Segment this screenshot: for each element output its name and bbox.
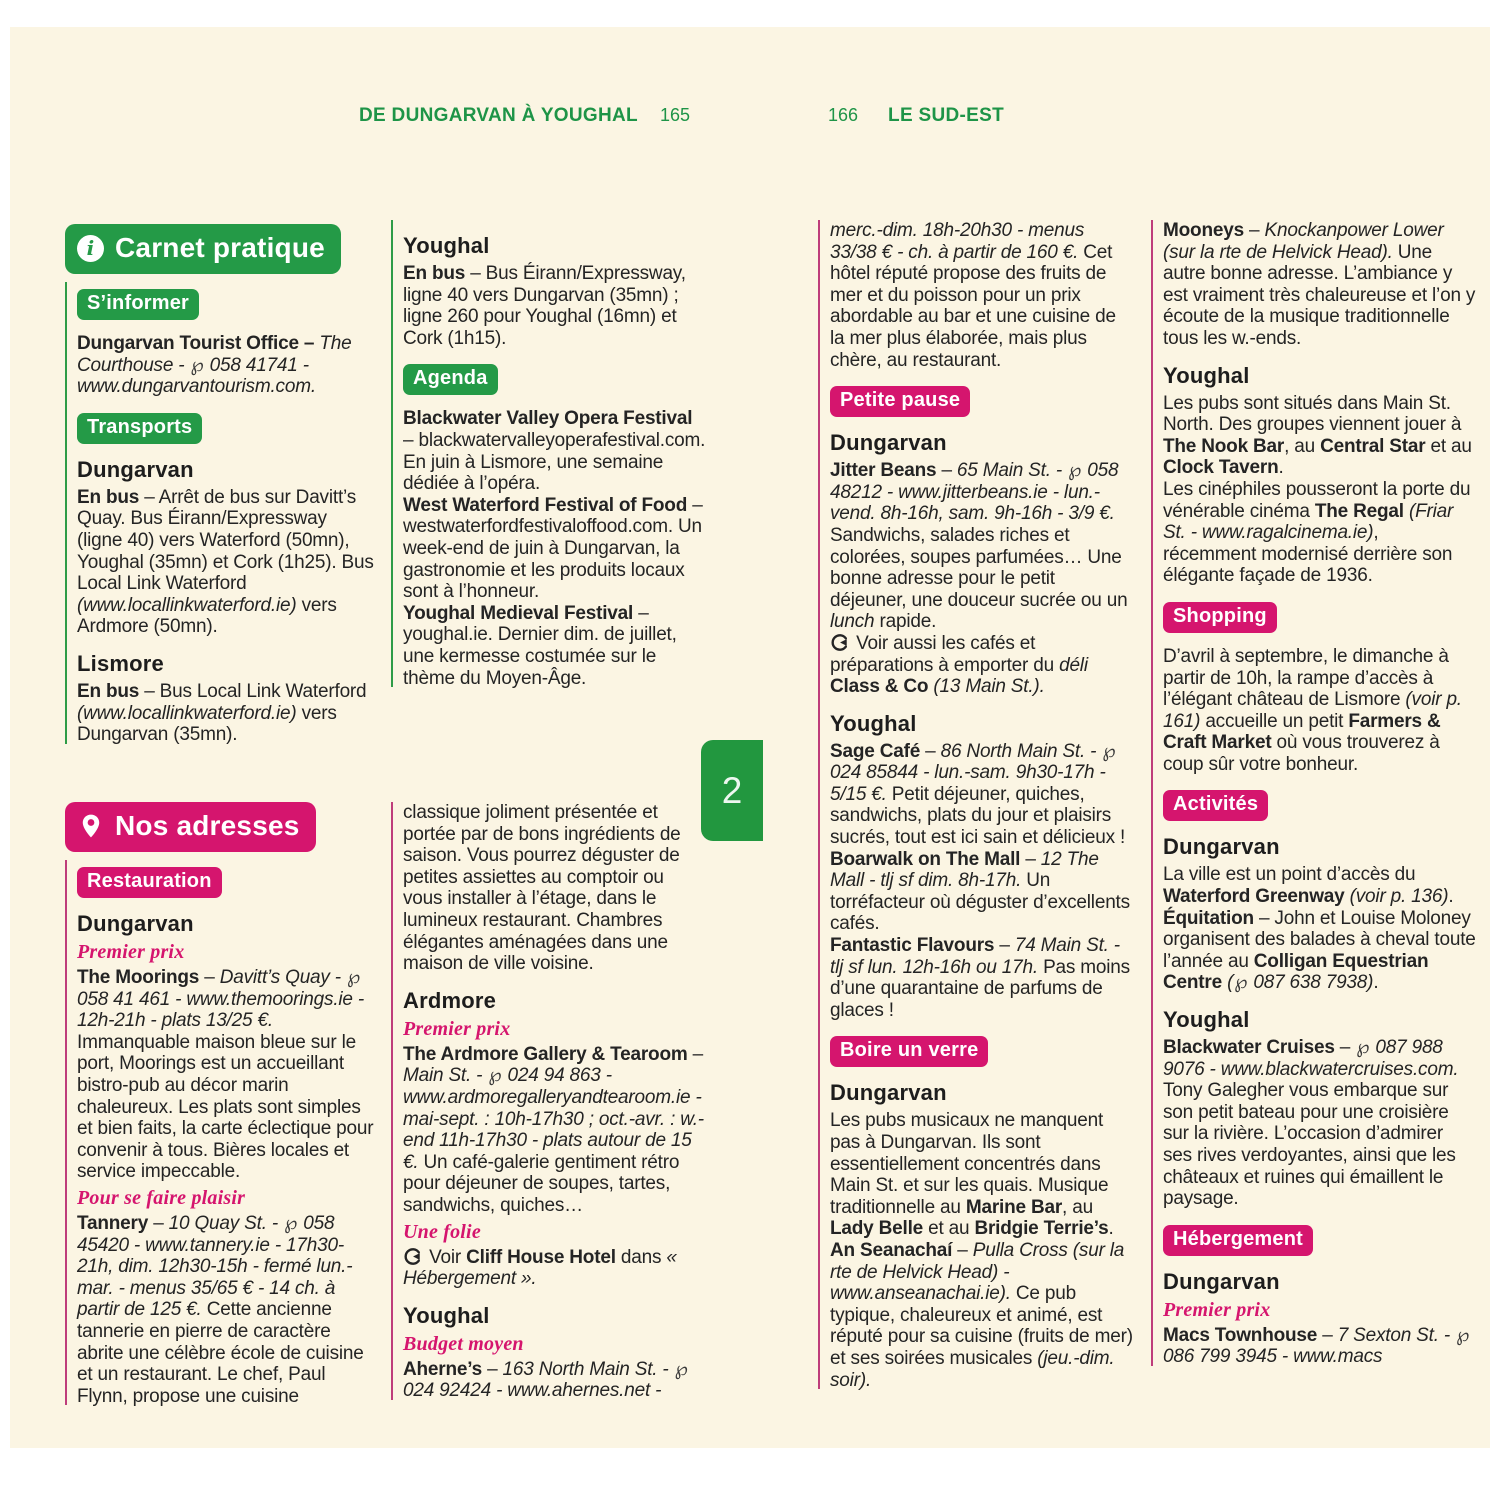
entry-name: Blackwater Cruises <box>1163 1037 1335 1059</box>
entry-name: Farmers & Craft Market <box>1163 710 1441 754</box>
entry-paragraph <box>403 1359 706 1402</box>
phone-icon: ℘ <box>1234 971 1248 994</box>
entry-details: Pulla Cross (sur la rte de Helvick Head) - www.anseanachai.ie). <box>830 1239 1125 1305</box>
entry-paragraph <box>77 333 375 398</box>
entry-text: – Bus Éirann/Expressway, ligne 40 vers Dungarvan (35mn) ; ligne 260 pour Youghal (16mn) et Cork (1h15). <box>403 263 686 349</box>
carnet-pratique-column-1 <box>65 224 375 746</box>
entry-text: – <box>199 967 220 988</box>
entry-details: 65 Main St. - <box>956 460 1068 482</box>
entry-details: Davitt’s Quay - <box>219 967 347 988</box>
phone-icon: ℘ <box>284 1211 298 1234</box>
entry-name: En bus <box>403 263 466 284</box>
entry-text: – youghal.ie. Dernier dim. de juillet, une kermesse costumée sur le thème du Moyen-Âge. <box>403 602 677 689</box>
entry-text: Voir <box>424 1246 467 1268</box>
entry-text: – blackwatervalleyoperafestival.com. En juin à Lismore, une semaine dédiée à l’opéra. <box>403 429 706 495</box>
entry-text: dans <box>615 1246 667 1268</box>
entry-text: Les pubs sont situés dans Main St. North. Des groupes viennent jouer à <box>1163 392 1462 436</box>
entry-text: classique joliment présentée et portée par de bons ingrédients de saison. Vous pourrez déguster de petites assiettes au comptoir ou vous installer à l’étage, dans le lumineux restaurant. Chambres élégantes aménagées dans une maison de ville voisine. <box>403 802 681 975</box>
entry-text: – Bus Local Link Waterford <box>139 680 367 702</box>
city-heading: Dungarvan <box>1163 834 1280 860</box>
entry-details: merc.-dim. 18h-20h30 - menus 33/38 € - ch. à partir de 160 €. <box>830 220 1085 263</box>
entry-name: An Seanachaí <box>830 1239 953 1261</box>
phone-icon: ℘ <box>1456 1323 1470 1346</box>
city-heading: Dungarvan <box>830 430 947 456</box>
entry-paragraph <box>1163 646 1476 776</box>
entry-text: où vous trouverez à coup sûr votre bonheur. <box>1163 732 1440 775</box>
city-heading: Youghal <box>1163 362 1250 388</box>
entry-text: , au <box>1062 1196 1093 1218</box>
entry-text: – <box>1243 220 1265 241</box>
entry-details: (voir p. 136) <box>1349 886 1449 908</box>
entry-details: 058 41741 - www.dungarvantourism.com. <box>77 354 316 398</box>
entry-paragraph <box>403 802 706 975</box>
entry-details: 163 North Main St. - <box>502 1358 674 1380</box>
entry-paragraph <box>77 967 375 1183</box>
info-icon: i <box>77 235 104 262</box>
entry-details: (Friar St. - www.ragalcinema.ie) <box>1163 500 1454 544</box>
city-heading: Dungarvan <box>830 1080 947 1106</box>
running-head-left-title: DE DUNGARVAN À YOUGHAL <box>358 105 638 126</box>
city-heading: Dungarvan <box>77 456 194 482</box>
carnet-pratique-column-2 <box>391 220 706 689</box>
nos-adresses-column-4 <box>1151 220 1476 1368</box>
page-number-left: 165 <box>659 105 690 125</box>
entry-text: – <box>920 740 941 762</box>
entry-text: , récemment modernisé derrière son élégante façade de 1936. <box>1163 522 1453 587</box>
entry-text: et au <box>923 1218 975 1240</box>
entry-text: et au <box>1425 435 1472 457</box>
entry-text: Les pubs musicaux ne manquent pas à Dungarvan. Ils sont essentiellement concentrés dans Main St. et sur les quais. Musique traditionnelle au <box>830 1110 1109 1218</box>
entry-paragraph <box>1163 479 1476 587</box>
entry-name: Cliff House Hotel <box>466 1246 616 1268</box>
entry-name: The Ardmore Gallery & Tearoom <box>403 1043 688 1065</box>
entry-paragraph <box>830 460 1135 633</box>
city-heading: Dungarvan <box>1163 1268 1280 1294</box>
entry-paragraph <box>403 1044 706 1217</box>
price-category-label: Premier prix <box>77 941 185 963</box>
nos-adresses-column-2 <box>391 802 706 1402</box>
section-tag: Petite pause <box>830 386 970 417</box>
city-heading: Ardmore <box>403 987 497 1013</box>
entry-text: – <box>148 1212 169 1234</box>
entry-text: – <box>1317 1324 1338 1346</box>
entry-name: Fantastic Flavours <box>830 935 995 957</box>
section-header-title: Carnet pratique <box>115 232 325 263</box>
phone-icon: ℘ <box>1068 459 1082 482</box>
section-tag: Agenda <box>403 364 498 395</box>
entry-text: Pas moins d’une quarantaine de parfums de glaces ! <box>830 956 1130 1021</box>
entry-details: 12 The Mall - tlj sf dim. 8h-17h. <box>830 848 1099 892</box>
entry-name: Aherne’s <box>403 1358 483 1380</box>
entry-paragraph <box>403 408 706 494</box>
city-heading: Lismore <box>77 650 164 676</box>
entry-name: Blackwater Valley Opera Festival <box>403 408 693 430</box>
entry-text: Un café-galerie gentiment rétro pour déjeuner de soupes, tartes, sandwichs, quiches… <box>403 1151 680 1216</box>
entry-text: Immanquable maison bleue sur le port, Moorings est un accueillant bistro-pub au décor marin chaleureux. Les plats sont simples et bien faits, la carte éclectique pour convenir à tous. Bières locales et service impeccable. <box>77 1031 374 1183</box>
entry-details: 058 41 461 - www.themoorings.ie - 12h-21h - plats 13/25 €. <box>77 988 365 1032</box>
city-heading: Youghal <box>1163 1007 1250 1033</box>
entry-paragraph <box>830 220 1135 371</box>
entry-details: déli <box>1059 654 1088 676</box>
entry-details: (www.locallinkwaterford.ie) <box>77 594 297 616</box>
entry-details: 058 45420 - www.tannery.ie - 17h30-21h, dim. 12h30-15h - fermé lun.-mar. - menus 35/65 € - 14 ch. à partir de 125 €. <box>77 1212 353 1321</box>
entry-name: Clock Tavern <box>1163 457 1279 479</box>
entry-text: Cette ancienne tannerie en pierre de caractère abrite une célèbre école de cuisine et un restaurant. Le chef, Paul Flynn, propose une cuisine <box>77 1299 364 1407</box>
entry-name: Class & Co <box>830 676 929 698</box>
entry-name: The Regal <box>1314 500 1404 522</box>
entry-text: – <box>1020 848 1041 870</box>
entry-name: Dungarvan Tourist Office – <box>77 333 320 354</box>
entry-details: 10 Quay St. - <box>168 1212 284 1234</box>
column-rule <box>1151 220 1153 1366</box>
entry-text: – westwaterfordfestivaloffood.com. Un week-end de juin à Dungarvan, la gastronomie et les produits locaux sont à l’honneur. <box>403 494 703 603</box>
column-rule <box>65 860 67 1405</box>
entry-text: – <box>952 1239 973 1261</box>
phone-icon: ℘ <box>190 353 204 376</box>
section-tag: Transports <box>77 413 202 444</box>
entry-details: Knockanpower Lower (sur la rte de Helvick Head). <box>1163 220 1444 263</box>
entry-paragraph <box>830 849 1135 935</box>
entry-details: 087 988 9076 - www.blackwatercruises.com. <box>1163 1037 1459 1080</box>
entry-text: Voir aussi les cafés et préparations à emporter du <box>830 632 1060 676</box>
entry-paragraph <box>403 603 706 689</box>
entry-name: Colligan Equestrian Centre <box>1163 950 1429 994</box>
entry-details: 024 92424 - www.ahernes.net - <box>403 1380 662 1402</box>
entry-name: Waterford Greenway <box>1163 886 1345 908</box>
entry-details: ( <box>1221 972 1234 994</box>
page-number-right: 166 <box>828 105 859 125</box>
entry-name: Jitter Beans <box>830 460 937 482</box>
phone-icon: ℘ <box>674 1357 688 1380</box>
section-header <box>65 802 316 852</box>
entry-details: « Hébergement ». <box>403 1246 677 1290</box>
entry-text: – <box>687 1043 704 1065</box>
section-tag: Boire un verre <box>830 1036 988 1067</box>
entry-name: En bus <box>77 486 140 508</box>
running-head-right <box>828 105 1004 127</box>
entry-paragraph <box>77 681 375 746</box>
entry-paragraph <box>403 1247 706 1290</box>
section-tag: S’informer <box>77 289 199 320</box>
entry-text: vers Dungarvan (35mn). <box>77 702 337 746</box>
entry-text: . <box>1448 886 1454 908</box>
entry-name: Sage Café <box>830 740 921 762</box>
entry-text: La ville est un point d’accès du <box>1163 864 1416 886</box>
entry-paragraph <box>77 1213 375 1407</box>
entry-paragraph <box>1163 864 1476 994</box>
entry-paragraph <box>830 633 1135 698</box>
city-heading: Youghal <box>830 710 917 736</box>
city-heading: Dungarvan <box>77 911 194 936</box>
entry-paragraph <box>830 1110 1135 1240</box>
entry-details: 86 North Main St. - <box>940 740 1102 762</box>
entry-name: Mooneys <box>1163 220 1244 241</box>
entry-details: 7 Sexton St. - <box>1337 1324 1456 1346</box>
section-tag: Restauration <box>77 867 222 898</box>
entry-name: En bus <box>77 680 140 702</box>
price-category-label: Une folie <box>403 1220 481 1243</box>
section-header-title: Nos adresses <box>115 810 300 841</box>
entry-text: Sandwichs, salades riches et colorées, soupes parfumées… Une bonne adresse pour le petit déjeuner, une douceur sucrée ou un <box>830 524 1128 611</box>
entry-details: 74 Main St. - tlj sf lun. 12h-16h ou 17h. <box>830 935 1120 978</box>
price-category-label: Pour se faire plaisir <box>77 1186 246 1209</box>
entry-text: – Arrêt de bus sur Davitt’s Quay. Bus Éirann/Expressway (ligne 40) vers Waterford (50mn), Youghal (35mn) et Cork (1h25). Bus Local Link Waterford <box>77 486 374 595</box>
entry-details: The Courthouse - <box>77 333 352 376</box>
entry-paragraph <box>1163 393 1476 479</box>
entry-details: (voir p. 161) <box>1163 689 1462 732</box>
column-rule <box>65 282 67 744</box>
entry-name: Marine Bar <box>965 1196 1063 1218</box>
entry-text: – John et Louise Moloney organisent des balades à cheval toute l’année au <box>1163 907 1476 972</box>
nos-adresses-column-1 <box>65 802 375 1407</box>
price-category-label: Premier prix <box>1163 1298 1271 1321</box>
entry-text: Un torréfacteur où déguster d’excellents cafés. <box>830 870 1130 935</box>
chapter-tab-number: 2 <box>721 769 743 811</box>
phone-icon: ℘ <box>347 966 361 988</box>
pin-icon <box>77 813 104 840</box>
entry-text: – <box>1334 1037 1356 1059</box>
entry-paragraph <box>1163 1037 1476 1210</box>
entry-name: Macs Townhouse <box>1163 1324 1318 1346</box>
entry-paragraph <box>830 935 1135 1021</box>
entry-text: – <box>482 1358 503 1380</box>
column-rule <box>391 220 393 687</box>
nos-adresses-column-3 <box>818 220 1135 1391</box>
book-page-spread <box>10 27 1490 1448</box>
entry-paragraph <box>830 741 1135 849</box>
price-category-label: Budget moyen <box>403 1332 524 1355</box>
entry-details: 086 799 3945 - www.macs <box>1163 1346 1383 1368</box>
entry-name: Bridgie Terrie’s <box>974 1218 1109 1240</box>
entry-text: Cet hôtel réputé propose des fruits de mer et du poisson pour un prix abordable au bar et une cuisine de la mer plus élaborée, mais plus chère, au restaurant. <box>830 241 1116 371</box>
entry-text: . <box>1108 1218 1114 1240</box>
running-head-right-title: LE SUD-EST <box>888 105 1004 126</box>
phone-icon: ℘ <box>488 1064 502 1087</box>
city-heading: Youghal <box>403 233 490 258</box>
entry-text: Ce pub typique, chaleureux et animé, est réputé pour sa cuisine (fruits de mer) et ses soirées musicales <box>830 1283 1133 1369</box>
entry-text: Une autre bonne adresse. L’ambiance y est vraiment très chaleureuse et l’on y écoute de la musique traditionnelle tous les w.-ends. <box>1163 241 1476 349</box>
price-category-label: Premier prix <box>403 1017 511 1040</box>
entry-name: Équitation <box>1163 907 1254 929</box>
entry-text: vers Ardmore (50mn). <box>77 594 337 638</box>
section-tag: Hébergement <box>1163 1225 1313 1256</box>
entry-text: – <box>994 935 1015 957</box>
entry-text: D’avril à septembre, le dimanche à partir de 10h, la rampe d’accès à l’élégant château de Lismore <box>1163 645 1449 711</box>
entry-details: (13 Main St.). <box>933 676 1045 698</box>
entry-paragraph <box>77 487 375 638</box>
entry-text: accueille un petit <box>1200 710 1349 732</box>
chapter-tab <box>701 740 763 841</box>
entry-details: lunch <box>830 611 875 633</box>
entry-name: Boarwalk on The Mall <box>830 848 1021 870</box>
entry-paragraph <box>1163 1325 1476 1368</box>
entry-paragraph <box>830 1240 1135 1391</box>
entry-details: 024 94 863 - www.ardmoregalleryandtearoom.ie - mai-sept. : 10h-17h30 ; oct.-avr. : w.-end 11h-17h30 - plats autour de 15 €. <box>403 1065 704 1173</box>
entry-paragraph <box>403 495 706 603</box>
column-rule <box>818 220 820 1389</box>
entry-details: 024 85844 - lun.-sam. 9h30-17h - 5/15 €. <box>830 762 1106 805</box>
see-also-icon <box>830 633 849 652</box>
running-head-left <box>280 105 690 127</box>
entry-details: 087 638 7938) <box>1248 972 1374 994</box>
entry-text: , au <box>1284 435 1321 457</box>
entry-name: Lady Belle <box>830 1218 924 1240</box>
entry-details: Main St. - <box>403 1065 488 1087</box>
entry-name: The Nook Bar <box>1163 435 1285 457</box>
entry-text: Petit déjeuner, quiches, sandwichs, plats du jour et plaisirs sucrés, tout est ici sain et délicieux ! <box>830 783 1126 849</box>
section-tag: Shopping <box>1163 602 1277 633</box>
phone-icon: ℘ <box>1102 739 1116 762</box>
entry-details: (www.locallinkwaterford.ie) <box>77 702 297 724</box>
entry-details: (jeu.-dim. soir). <box>830 1347 1115 1391</box>
section-header <box>65 224 341 274</box>
column-rule <box>391 802 393 1400</box>
entry-paragraph <box>1163 220 1476 350</box>
entry-text: – <box>936 460 957 482</box>
city-heading: Youghal <box>403 1302 490 1328</box>
entry-name: The Moorings <box>77 967 200 988</box>
entry-paragraph <box>403 263 706 349</box>
phone-icon: ℘ <box>1356 1036 1370 1059</box>
entry-name: West Waterford Festival of Food <box>403 494 688 516</box>
see-also-icon <box>403 1247 422 1266</box>
entry-name: Tannery <box>77 1212 149 1234</box>
entry-name: Central Star <box>1320 435 1426 457</box>
entry-text: Les cinéphiles pousseront la porte du vénérable cinéma <box>1163 478 1471 522</box>
section-tag: Activités <box>1163 790 1268 821</box>
entry-text: . <box>1373 972 1379 994</box>
entry-details: 058 48212 - www.jitterbeans.ie - lun.-vend. 8h-16h, sam. 9h-16h - 3/9 €. <box>830 460 1119 525</box>
entry-text: . <box>1278 457 1284 479</box>
entry-text: rapide. <box>874 611 937 633</box>
entry-name: Youghal Medieval Festival <box>403 602 634 624</box>
entry-text: Tony Galegher vous embarque sur son petit bateau pour une croisière sur la rivière. L’occasion d’admirer ses rives verdoyantes, ainsi que les châteaux et ruines qui émaillent le paysage. <box>1163 1080 1456 1210</box>
